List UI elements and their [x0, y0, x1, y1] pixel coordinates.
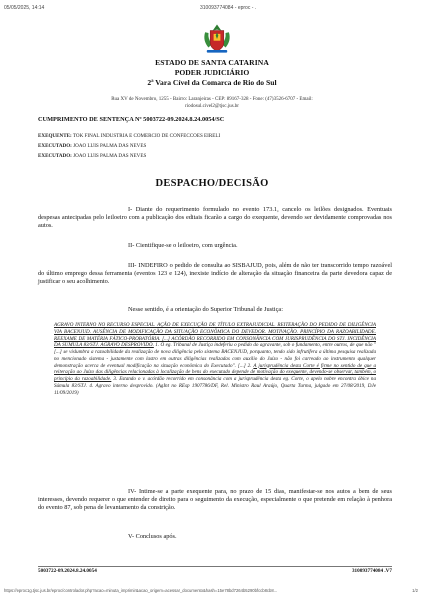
- executado-name-1: JOAO LUIS PALMA DAS NEVES: [73, 143, 147, 149]
- footer-divider: [38, 566, 392, 567]
- exequente-name: TOK FINAL INDUSTRIA E COMERCIO DE CONFECCOES EIRELI: [72, 133, 221, 139]
- print-page-number: 1/2: [412, 588, 418, 593]
- print-doc-ref: 310093774084 - eproc - .: [200, 5, 257, 11]
- print-header: [0, 0, 424, 14]
- court-name: 2ª Vara Cível da Comarca de Rio do Sul: [147, 78, 277, 87]
- document-title: DESPACHO/DECISÃO: [155, 178, 269, 189]
- paragraph-1: I- Diante do requerimento formulado no evento 173.1, cancelo os leilões designados. Eventuais despesas antecipadas pelo leiloeiro com a publicação dos editais ficarão a cargo do exequente, devendo ser devidamente comprovadas nos autos.: [38, 206, 392, 230]
- executado-label-2: EXECUTADO: [38, 153, 71, 159]
- quote-text-1: 1. O eg. Tribunal de Justiça indeferiu o pedido do agravante, sob o fundamento, entre outros, de que não "[...] se vislumbra a razoabilidade da realização de nova diligência pelo sistema BACENJUD, porquanto, tendo sido infrutífera a última pesquisa realizada no mencionado sistema - justamente com lastro em outras diligências realizadas com auxílio do Juízo - não foi carreado ao instrumento qualquer demonstração acerca de eventual modificação na situação econômica do Executado". [...] 2.: [54, 342, 376, 369]
- coat-of-arms-icon: [200, 22, 234, 56]
- court-address-line2: riodosul.civel2@tjsc.jus.br: [185, 104, 239, 109]
- party-exequente: EXEQUENTE: TOK FINAL INDUSTRIA E COMERCIO DE CONFECCOES EIRELI: [38, 133, 221, 139]
- executado-name-2: JOAO LUIS PALMA DAS NEVES: [73, 153, 147, 159]
- document-footer: [38, 568, 392, 574]
- exequente-label: EXEQUENTE: [38, 133, 70, 139]
- quote-ementa: AGRAVO INTERNO NO RECURSO ESPECIAL. AÇÃO DE EXECUÇÃO DE TÍTULO EXTRAJUDICIAL. REITERAÇÃO DO PEDIDO DE DILIGÊNCIA VIA BACENJUD. AUSÊNCIA DE MODIFICAÇÃO DA SITUAÇÃO ECONÔMICA DO DEVEDOR. MOTIVAÇÃO. PRINCÍPIO DA RAZOABILIDADE. REEXAME DE MATÉRIA FÁTICO-PROBATÓRIA. [...] ACÓRDÃO RECORRIDO EM CONSONÂNCIA COM JURISPRUDÊNCIA DO STJ. INCIDÊNCIA DA SÚMULA 83/STJ. AGRAVO DESPROVIDO.: [54, 322, 376, 349]
- executado-label-1: EXECUTADO: [38, 143, 71, 149]
- state-name: ESTADO DE SANTA CATARINA: [155, 58, 269, 67]
- quote-text-2: 3. Estando o v. acórdão recorrido em consonância com a jurisprudência desta eg. Corte, o apelo nobre encontra óbice na Súmula 83/STJ. 4. Agravo interno desprovido. (AgInt no REsp 1907786/DF, Rel. Ministro Raul Araújo, Quarta Turma, julgado em 27/08/2019, DJe 11/09/2019): [54, 376, 377, 396]
- print-datetime: 05/05/2025, 14:14: [4, 5, 45, 11]
- court-address-line1: Rua XV de Novembro, 1255 - Bairro: Laranjeiras - CEP: 89167-328 - Fone: (47)3526-6707 - Email:: [111, 97, 313, 102]
- paragraph-2: II- Cientifique-se o leiloeiro, com urgência.: [128, 242, 238, 249]
- court-address: [0, 96, 424, 110]
- footer-process-number: 5003722-09.2024.8.24.0054: [38, 568, 97, 574]
- footer-doc-id: 310093774084 .V7: [351, 568, 392, 574]
- quote-highlight: A jurisprudência desta Corte é firme no sentido de que a reiteração ao Juízo das diligências relacionadas à localização de bens do executado depende de motivação do exequente, devendo-se observar, também, o princípio da razoabilidade.: [54, 362, 376, 382]
- paragraph-4: Nesse sentido, é a orientação do Superior Tribunal de Justiça:: [128, 306, 283, 313]
- paragraph-6: V- Conclusos após.: [128, 533, 177, 540]
- jurisprudence-quote: [54, 322, 376, 396]
- print-url: https://eproc1g.tjsc.jus.br/eproc/controlador.php?acao=minuta_imprimir&acao_origem=acessar_documento&hash=15e78bd7264b5290bfccb8cb8...: [4, 588, 278, 593]
- paragraph-5: IV- Intime-se a parte exequente para, no prazo de 15 dias, manifestar-se nos autos a bem de seus interesses, devendo requerer o que entender de direito para o seguimento da execução, especialmente o que pretende em relação à penhora do evento 87, sob pena de levantamento da constrição.: [38, 488, 392, 512]
- party-executado-2: EXECUTADO: JOAO LUIS PALMA DAS NEVES: [38, 153, 147, 159]
- case-title: CUMPRIMENTO DE SENTENÇA Nº 5003722-09.2024.8.24.0054/SC: [38, 116, 225, 123]
- party-executado-1: EXECUTADO: JOAO LUIS PALMA DAS NEVES: [38, 143, 147, 149]
- paragraph-3: III- INDEFIRO o pedido de consulta ao SISBAJUD, pois, além de não ter transcorrido tempo razoável do último emprego dessa ferramenta (eventos 123 e 124), inexiste indício de alteração da situação financeira da parte devedora capaz de justificar o seu acolhimento.: [38, 262, 392, 286]
- judiciary-name: PODER JUDICIÁRIO: [174, 68, 250, 77]
